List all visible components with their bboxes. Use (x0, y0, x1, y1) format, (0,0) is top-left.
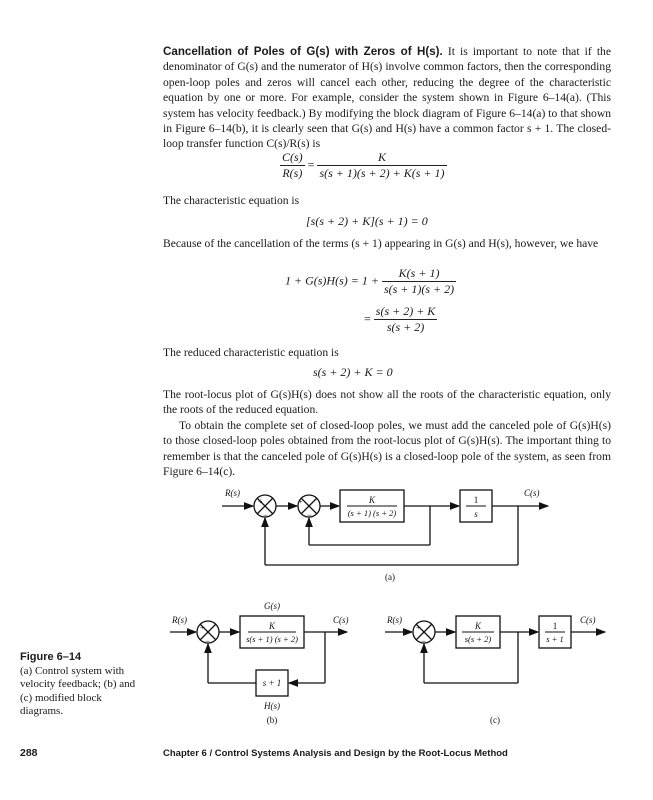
a-input-label: R(s) (225, 488, 240, 498)
text-characteristic: The characteristic equation is (163, 194, 300, 207)
a-block2-num: 1 (473, 495, 479, 505)
text-because: Because of the cancellation of the terms (s + 1) appearing in G(s) and H(s), however, we have (163, 237, 599, 250)
c-block2-num: 1 (552, 621, 558, 631)
equation-reduced: s(s + 2) + K = 0 (313, 365, 393, 379)
b-feedback-block: s + 1 (262, 678, 282, 688)
b-block-num: K (268, 621, 276, 631)
b-sum-plus: + (200, 623, 205, 632)
eq1-lhs-num: C(s) (282, 150, 303, 164)
eq3-den1: s(s + 1)(s + 2) (383, 282, 455, 296)
eq3-den2: s(s + 2) (374, 319, 438, 335)
a-sum1-minus: − (263, 510, 269, 520)
paragraph-obtain: To obtain the complete set of closed-loop poles, we must add the canceled pole of G(s)H(s) to those closed-loop poles obtained from the root-locus plot of G(s)H(s). The important thing to remember is that the canceled pole of G(s)H(s) is a closed-loop pole of the system, as seen from Figure 6–14(c). (163, 419, 611, 479)
b-figure-label: (b) (266, 715, 278, 725)
eq3-num2: s(s + 2) + K (375, 304, 436, 318)
a-block2-den: s (474, 509, 478, 519)
eq3-num1: K(s + 1) (398, 266, 440, 280)
b-block-den: s(s + 1) (s + 2) (246, 634, 298, 644)
page-number: 288 (20, 747, 38, 759)
caption-text: (a) Control system with velocity feedback; (b) and (c) modified block diagrams. (20, 664, 136, 718)
c-sum-plus: + (416, 623, 421, 632)
a-sum2-plus: + (298, 497, 303, 506)
c-output-label: C(s) (580, 615, 596, 625)
figure-caption (20, 651, 140, 719)
text-reduced: The reduced characteristic equation is (163, 346, 339, 359)
c-block1-num: K (474, 621, 482, 631)
a-block1-den: (s + 1) (s + 2) (347, 508, 397, 518)
paragraph-root-locus: The root-locus plot of G(s)H(s) does not show all the roots of the characteristic equation, only the roots of the reduced equation. (163, 388, 611, 417)
caption-title: Figure 6–14 (20, 651, 82, 663)
eq3-lhs: 1 + G(s)H(s) = 1 + (285, 273, 379, 288)
eq3-equals: = (364, 311, 371, 326)
c-input-label: R(s) (387, 615, 402, 625)
a-block1-num: K (368, 495, 376, 505)
b-input-label: R(s) (172, 615, 187, 625)
c-figure-label: (c) (490, 715, 500, 725)
a-output-label: C(s) (524, 488, 540, 498)
section-heading: Cancellation of Poles of G(s) with Zeros of H(s). (163, 45, 443, 58)
c-sum-minus: − (421, 636, 427, 646)
equation-characteristic: [s(s + 2) + K](s + 1) = 0 (306, 214, 428, 228)
c-block2-den: s + 1 (546, 634, 564, 644)
eq1-equals: = (307, 157, 315, 172)
b-sum-minus: − (205, 636, 211, 646)
b-output-label: C(s) (333, 615, 349, 625)
eq1-lhs-den: R(s) (280, 165, 305, 181)
a-sum1-plus: + (258, 497, 263, 506)
c-block1-den: s(s + 2) (464, 634, 492, 644)
a-figure-label: (a) (385, 572, 395, 582)
paragraph-body: It is important to note that if the denominator of G(s) and the numerator of H(s) involve common factors, then the corresponding open-loop poles and zeros will cancel each other, reducing the degree of the characteristic equation by one or more. For example, consider the system shown in Figure 6–14(a). (This system has velocity feedback.) By modifying the block diagram of Figure 6–14(a) to that shown in Figure 6–14(b), it is clearly seen that G(s) and H(s) have a common factor s + 1. The closed-loop transfer function C(s)/R(s) is (163, 45, 611, 151)
eq1-rhs-num: K (377, 150, 386, 164)
b-g-label: G(s) (264, 601, 280, 611)
eq1-rhs-den: s(s + 1)(s + 2) + K(s + 1) (319, 166, 445, 180)
a-sum2-minus: − (307, 510, 313, 520)
b-h-label: H(s) (264, 701, 280, 711)
chapter-footer: Chapter 6 / Control Systems Analysis and Design by the Root-Locus Method (163, 748, 508, 759)
